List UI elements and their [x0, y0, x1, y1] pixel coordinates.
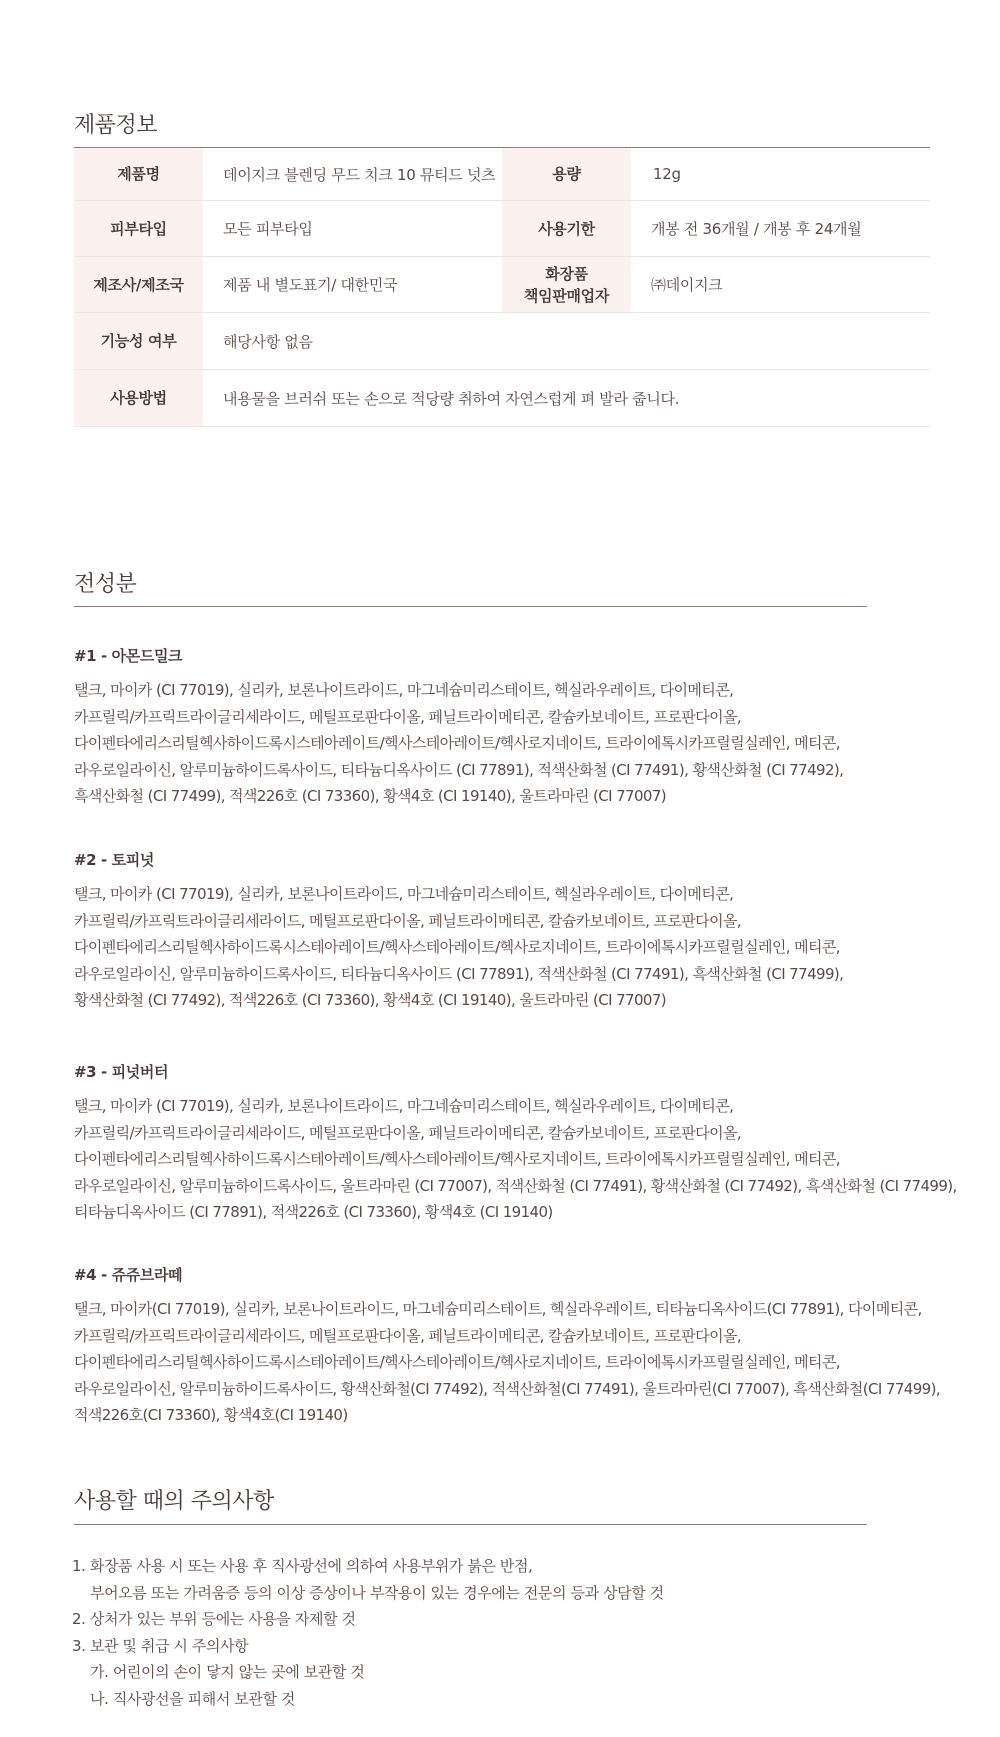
- ingredient-line: 흑색산화철 (CI 77499), 적색226호 (CI 73360), 황색4호 (CI 19140), 울트라마린 (CI 77007): [74, 787, 667, 805]
- ingredient-line: 탤크, 마이카(CI 77019), 실리카, 보론나이트라이드, 마그네슘미리스테이트, 헥실라우레이트, 티타늄디옥사이드(CI 77891), 다이메티콘,: [74, 1300, 922, 1318]
- ingredient-list: [74, 1093, 957, 1226]
- caution-item-continued: 부어오름 또는 가려움증 등의 이상 증상이나 부작용이 있는 경우에는 전문의 등과 상담할 것: [90, 1583, 664, 1602]
- label-functional: 기능성 여부: [74, 313, 203, 370]
- value-usage: 내용물을 브러쉬 또는 손으로 적당량 취하여 자연스럽게 펴 발라 줍니다.: [203, 370, 930, 427]
- ingredient-line: 카프릴릭/카프릭트라이글리세라이드, 메틸프로판다이올, 페닐트라이메티콘, 칼슘카보네이트, 프로판다이올,: [74, 1123, 742, 1142]
- ingredient-group-4: [74, 1262, 941, 1429]
- ingredient-line: 탤크, 마이카 (CI 77019), 실리카, 보론나이트라이드, 마그네슘미리스테이트, 헥실라우레이트, 다이메티콘,: [74, 681, 734, 699]
- ingredient-line: 다이펜타에리스리틸헥사하이드록시스테아레이트/헥사스테아레이트/헥사로지네이트, 트라이에톡시카프릴릴실레인, 메티콘,: [74, 938, 840, 956]
- ingredient-list: [74, 677, 934, 810]
- ingredient-group-1: [74, 643, 934, 810]
- ingredient-group-name: #2 - 토피넛: [74, 851, 154, 869]
- table-row: [74, 370, 930, 427]
- value-skin-type: 모든 피부타입: [203, 201, 502, 257]
- label-distributor: [502, 257, 631, 313]
- product-info-table: [74, 148, 930, 427]
- table-row: [74, 313, 930, 370]
- ingredient-list: [74, 1296, 941, 1429]
- ingredient-line: 탤크, 마이카 (CI 77019), 실리카, 보론나이트라이드, 마그네슘미리스테이트, 헥실라우레이트, 다이메티콘,: [74, 1097, 734, 1115]
- ingredient-line: 티타늄디옥사이드 (CI 77891), 적색226호 (CI 73360), 황색4호 (CI 19140): [74, 1203, 553, 1221]
- caution-divider: [74, 1524, 867, 1525]
- label-distributor-line2: 책임판매업자: [523, 286, 610, 305]
- ingredient-line: 탤크, 마이카 (CI 77019), 실리카, 보론나이트라이드, 마그네슘미리스테이트, 헥실라우레이트, 다이메티콘,: [74, 885, 734, 903]
- ingredients-divider: [74, 606, 867, 607]
- product-info-title: 제품정보: [74, 113, 158, 138]
- label-usage: 사용방법: [74, 370, 203, 427]
- ingredient-line: 라우로일라이신, 알루미늄하이드록사이드, 울트라마린 (CI 77007), 적색산화철 (CI 77491), 황색산화철 (CI 77492), 흑색산화철 (CI 77499),: [74, 1176, 957, 1195]
- value-product-name: 데이지크 블렌딩 무드 치크 10 뮤티드 넛츠: [203, 148, 502, 201]
- ingredient-line: 라우로일라이신, 알루미늄하이드록사이드, 티타늄디옥사이드 (CI 77891), 적색산화철 (CI 77491), 흑색산화철 (CI 77499),: [74, 964, 844, 983]
- ingredient-group-name: #4 - 쥬쥬브라떼: [74, 1266, 183, 1284]
- ingredient-group-name: #1 - 아몬드밀크: [74, 647, 183, 665]
- label-capacity: 용량: [502, 148, 631, 201]
- ingredient-line: 카프릴릭/카프릭트라이글리세라이드, 메틸프로판다이올, 페닐트라이메티콘, 칼슘카보네이트, 프로판다이올,: [74, 1326, 742, 1345]
- ingredient-line: 적색226호(CI 73360), 황색4호(CI 19140): [74, 1406, 348, 1424]
- value-functional: 해당사항 없음: [203, 313, 930, 370]
- ingredient-group-name: #3 - 피넛버터: [74, 1063, 169, 1081]
- value-manufacturer: 제품 내 별도표기/ 대한민국: [203, 257, 502, 313]
- table-row: [74, 148, 930, 201]
- ingredients-title: 전성분: [74, 572, 137, 597]
- label-expiry: 사용기한: [502, 201, 631, 257]
- caution-title: 사용할 때의 주의사항: [74, 1489, 274, 1514]
- ingredient-line: 카프릴릭/카프릭트라이글리세라이드, 메틸프로판다이올, 페닐트라이메티콘, 칼슘카보네이트, 프로판다이올,: [74, 911, 742, 930]
- table-row: [74, 257, 930, 313]
- table-row: [74, 201, 930, 257]
- value-capacity: 12g: [631, 148, 930, 201]
- label-skin-type: 피부타입: [74, 201, 203, 257]
- ingredient-line: 다이펜타에리스리틸헥사하이드록시스테아레이트/헥사스테아레이트/헥사로지네이트, 트라이에톡시카프릴릴실레인, 메티콘,: [74, 1150, 840, 1168]
- caution-list: [72, 1553, 664, 1712]
- value-expiry: 개봉 전 36개월 / 개봉 후 24개월: [631, 201, 930, 257]
- ingredient-group-2: [74, 847, 934, 1014]
- ingredient-line: 다이펜타에리스리틸헥사하이드록시스테아레이트/헥사스테아레이트/헥사로지네이트, 트라이에톡시카프릴릴실레인, 메티콘,: [74, 1353, 840, 1371]
- ingredient-line: 황색산화철 (CI 77492), 적색226호 (CI 73360), 황색4호 (CI 19140), 울트라마린 (CI 77007): [74, 991, 667, 1009]
- label-manufacturer: 제조사/제조국: [74, 257, 203, 313]
- value-distributor: ㈜데이지크: [631, 257, 930, 313]
- caution-item: 1. 화장품 사용 시 또는 사용 후 직사광선에 의하여 사용부위가 붉은 반점,: [72, 1557, 533, 1575]
- ingredient-list: [74, 881, 934, 1014]
- caution-subitem: 나. 직사광선을 피해서 보관할 것: [90, 1689, 296, 1708]
- label-product-name: 제품명: [74, 148, 203, 201]
- label-distributor-line1: 화장품: [545, 264, 588, 283]
- ingredient-line: 라우로일라이신, 알루미늄하이드록사이드, 티타늄디옥사이드 (CI 77891), 적색산화철 (CI 77491), 황색산화철 (CI 77492),: [74, 760, 844, 779]
- caution-item: 3. 보관 및 취급 시 주의사항: [72, 1636, 249, 1655]
- ingredient-group-3: [74, 1059, 957, 1226]
- caution-subitem: 가. 어린이의 손이 닿지 않는 곳에 보관할 것: [90, 1663, 365, 1681]
- caution-item: 2. 상처가 있는 부위 등에는 사용을 자제할 것: [72, 1610, 356, 1628]
- ingredient-line: 라우로일라이신, 알루미늄하이드록사이드, 황색산화철(CI 77492), 적색산화철(CI 77491), 울트라마린(CI 77007), 흑색산화철(CI 77499),: [74, 1379, 941, 1398]
- ingredient-line: 카프릴릭/카프릭트라이글리세라이드, 메틸프로판다이올, 페닐트라이메티콘, 칼슘카보네이트, 프로판다이올,: [74, 707, 742, 726]
- ingredient-line: 다이펜타에리스리틸헥사하이드록시스테아레이트/헥사스테아레이트/헥사로지네이트, 트라이에톡시카프릴릴실레인, 메티콘,: [74, 734, 840, 752]
